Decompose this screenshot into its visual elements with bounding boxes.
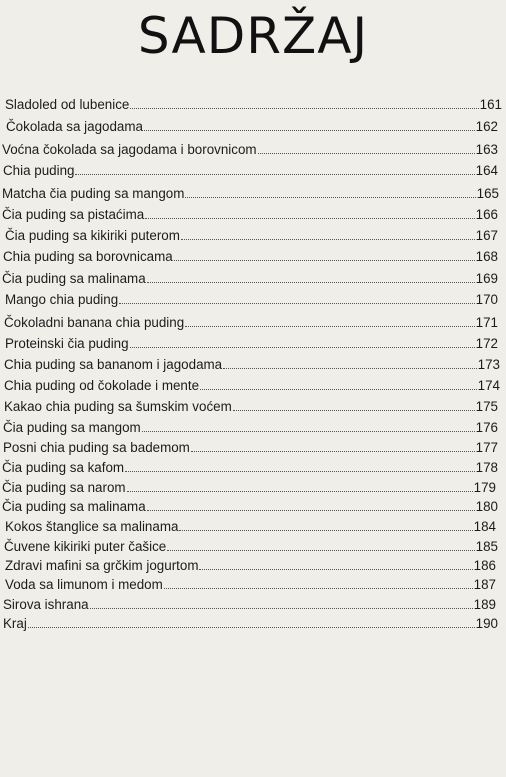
toc-entry-page-number: 186 <box>473 558 496 573</box>
toc-entry-title: Čuvene kikiriki puter čašice <box>4 539 167 554</box>
toc-entry-title: Kokos štanglice sa malinama <box>5 519 179 534</box>
dot-leader <box>145 218 474 219</box>
page-title: SADRŽAJ <box>137 7 369 65</box>
dot-leader <box>142 431 475 432</box>
toc-entry-page-number: 179 <box>473 480 496 495</box>
dot-leader <box>130 108 478 109</box>
toc-entry <box>3 593 496 613</box>
toc-entry-page-number: 163 <box>475 142 498 157</box>
dot-leader <box>90 608 473 609</box>
toc-entry-page-number: 173 <box>477 357 500 372</box>
toc-entry-title: Chia puding od čokolade i mente <box>4 378 200 393</box>
toc-entry <box>3 159 498 179</box>
toc-entry-page-number: 161 <box>479 97 502 112</box>
toc-entry <box>5 515 496 535</box>
toc-entry-page-number: 172 <box>475 336 498 351</box>
toc-entry <box>2 476 496 496</box>
toc-entry-page-number: 190 <box>475 616 498 631</box>
toc-entry <box>4 311 498 331</box>
toc-entry-title: Chia puding <box>3 163 75 178</box>
toc-entry-page-number: 178 <box>475 460 498 475</box>
toc-entry-title: Matcha čia puding sa mangom <box>2 186 185 201</box>
toc-entry <box>2 267 498 287</box>
toc-entry <box>5 332 498 352</box>
toc-entry <box>2 138 498 158</box>
toc-entry-title: Čia puding sa narom <box>2 480 126 495</box>
toc-entry-page-number: 169 <box>475 271 498 286</box>
toc-entry-page-number: 180 <box>475 499 498 514</box>
toc-entry-title: Kakao chia puding sa šumskim voćem <box>4 399 232 414</box>
toc-entry-page-number: 171 <box>475 315 498 330</box>
toc-entry <box>2 456 498 476</box>
dot-leader <box>164 588 473 589</box>
toc-entry-title: Čokoladni banana chia puding <box>4 315 185 330</box>
dot-leader <box>233 410 475 411</box>
dot-leader <box>147 282 475 283</box>
toc-entry-title: Voda sa limunom i medom <box>5 577 163 592</box>
toc-entry-page-number: 165 <box>476 186 499 201</box>
toc-entry <box>3 416 498 436</box>
toc-entry <box>5 224 498 244</box>
toc-entry-title: Voćna čokolada sa jagodama i borovnicom <box>2 142 257 157</box>
toc-entry-title: Čia puding sa kafom <box>2 460 125 475</box>
toc-entry-page-number: 164 <box>475 163 498 178</box>
toc-entry-page-number: 168 <box>475 249 498 264</box>
toc-entry-title: Kraj <box>3 616 27 631</box>
dot-leader <box>181 239 475 240</box>
toc-entry-page-number: 175 <box>475 399 498 414</box>
toc-entry <box>5 554 496 574</box>
toc-entry-page-number: 174 <box>477 378 500 393</box>
toc-entry <box>5 288 498 308</box>
dot-leader <box>75 174 474 175</box>
dot-leader <box>119 303 474 304</box>
toc-entry-title: Čia puding sa kikiriki puterom <box>5 228 180 243</box>
dot-leader <box>258 153 475 154</box>
dot-leader <box>185 326 474 327</box>
toc-entry <box>5 573 496 593</box>
dot-leader <box>147 510 475 511</box>
toc-entry <box>2 495 498 515</box>
dot-leader <box>185 197 475 198</box>
toc-entry <box>4 535 498 555</box>
toc-entry <box>3 245 498 265</box>
toc-entry <box>4 353 500 373</box>
toc-entry-title: Proteinski čia puding <box>5 336 129 351</box>
toc-entry <box>5 93 502 113</box>
dot-leader <box>179 530 472 531</box>
toc-entry-page-number: 166 <box>475 207 498 222</box>
toc-entry-title: Čia puding sa malinama <box>2 499 146 514</box>
toc-entry <box>3 436 498 456</box>
dot-leader <box>200 389 477 390</box>
toc-entry <box>6 115 498 135</box>
toc-entry-title: Sirova ishrana <box>3 597 89 612</box>
dot-leader <box>199 569 472 570</box>
toc-entry-page-number: 176 <box>475 420 498 435</box>
toc-entry-title: Chia puding sa bananom i jagodama <box>4 357 223 372</box>
toc-entry <box>4 395 498 415</box>
toc-entry-page-number: 187 <box>473 577 496 592</box>
dot-leader <box>144 130 475 131</box>
toc-entry-page-number: 162 <box>475 119 498 134</box>
toc-entry-page-number: 184 <box>473 519 496 534</box>
dot-leader <box>167 550 474 551</box>
toc-entry-title: Sladoled od lubenice <box>5 97 130 112</box>
dot-leader <box>223 368 477 369</box>
toc-entry-title: Zdravi mafini sa grčkim jogurtom <box>5 558 199 573</box>
toc-entry-title: Chia puding sa borovnicama <box>3 249 173 264</box>
toc-entry-page-number: 177 <box>475 440 498 455</box>
toc-entry-page-number: 167 <box>475 228 498 243</box>
toc-entry-title: Čia puding sa malinama <box>2 271 146 286</box>
dot-leader <box>174 260 475 261</box>
dot-leader <box>28 627 475 628</box>
toc-entry-title: Čokolada sa jagodama <box>6 119 143 134</box>
toc-entry <box>4 374 500 394</box>
toc-entry <box>2 203 498 223</box>
dot-leader <box>191 451 475 452</box>
toc-entry <box>2 182 499 202</box>
toc-entry-title: Posni chia puding sa bademom <box>3 440 190 455</box>
toc-entry-title: Čia puding sa pistaćima <box>2 207 145 222</box>
toc-entry-page-number: 170 <box>475 292 498 307</box>
toc-entry-title: Čia puding sa mangom <box>3 420 141 435</box>
dot-leader <box>130 347 475 348</box>
dot-leader <box>125 471 475 472</box>
toc-entry <box>3 612 498 632</box>
toc-entry-page-number: 189 <box>473 597 496 612</box>
dot-leader <box>127 491 473 492</box>
toc-entry-page-number: 185 <box>475 539 498 554</box>
toc-entry-title: Mango chia puding <box>5 292 119 307</box>
